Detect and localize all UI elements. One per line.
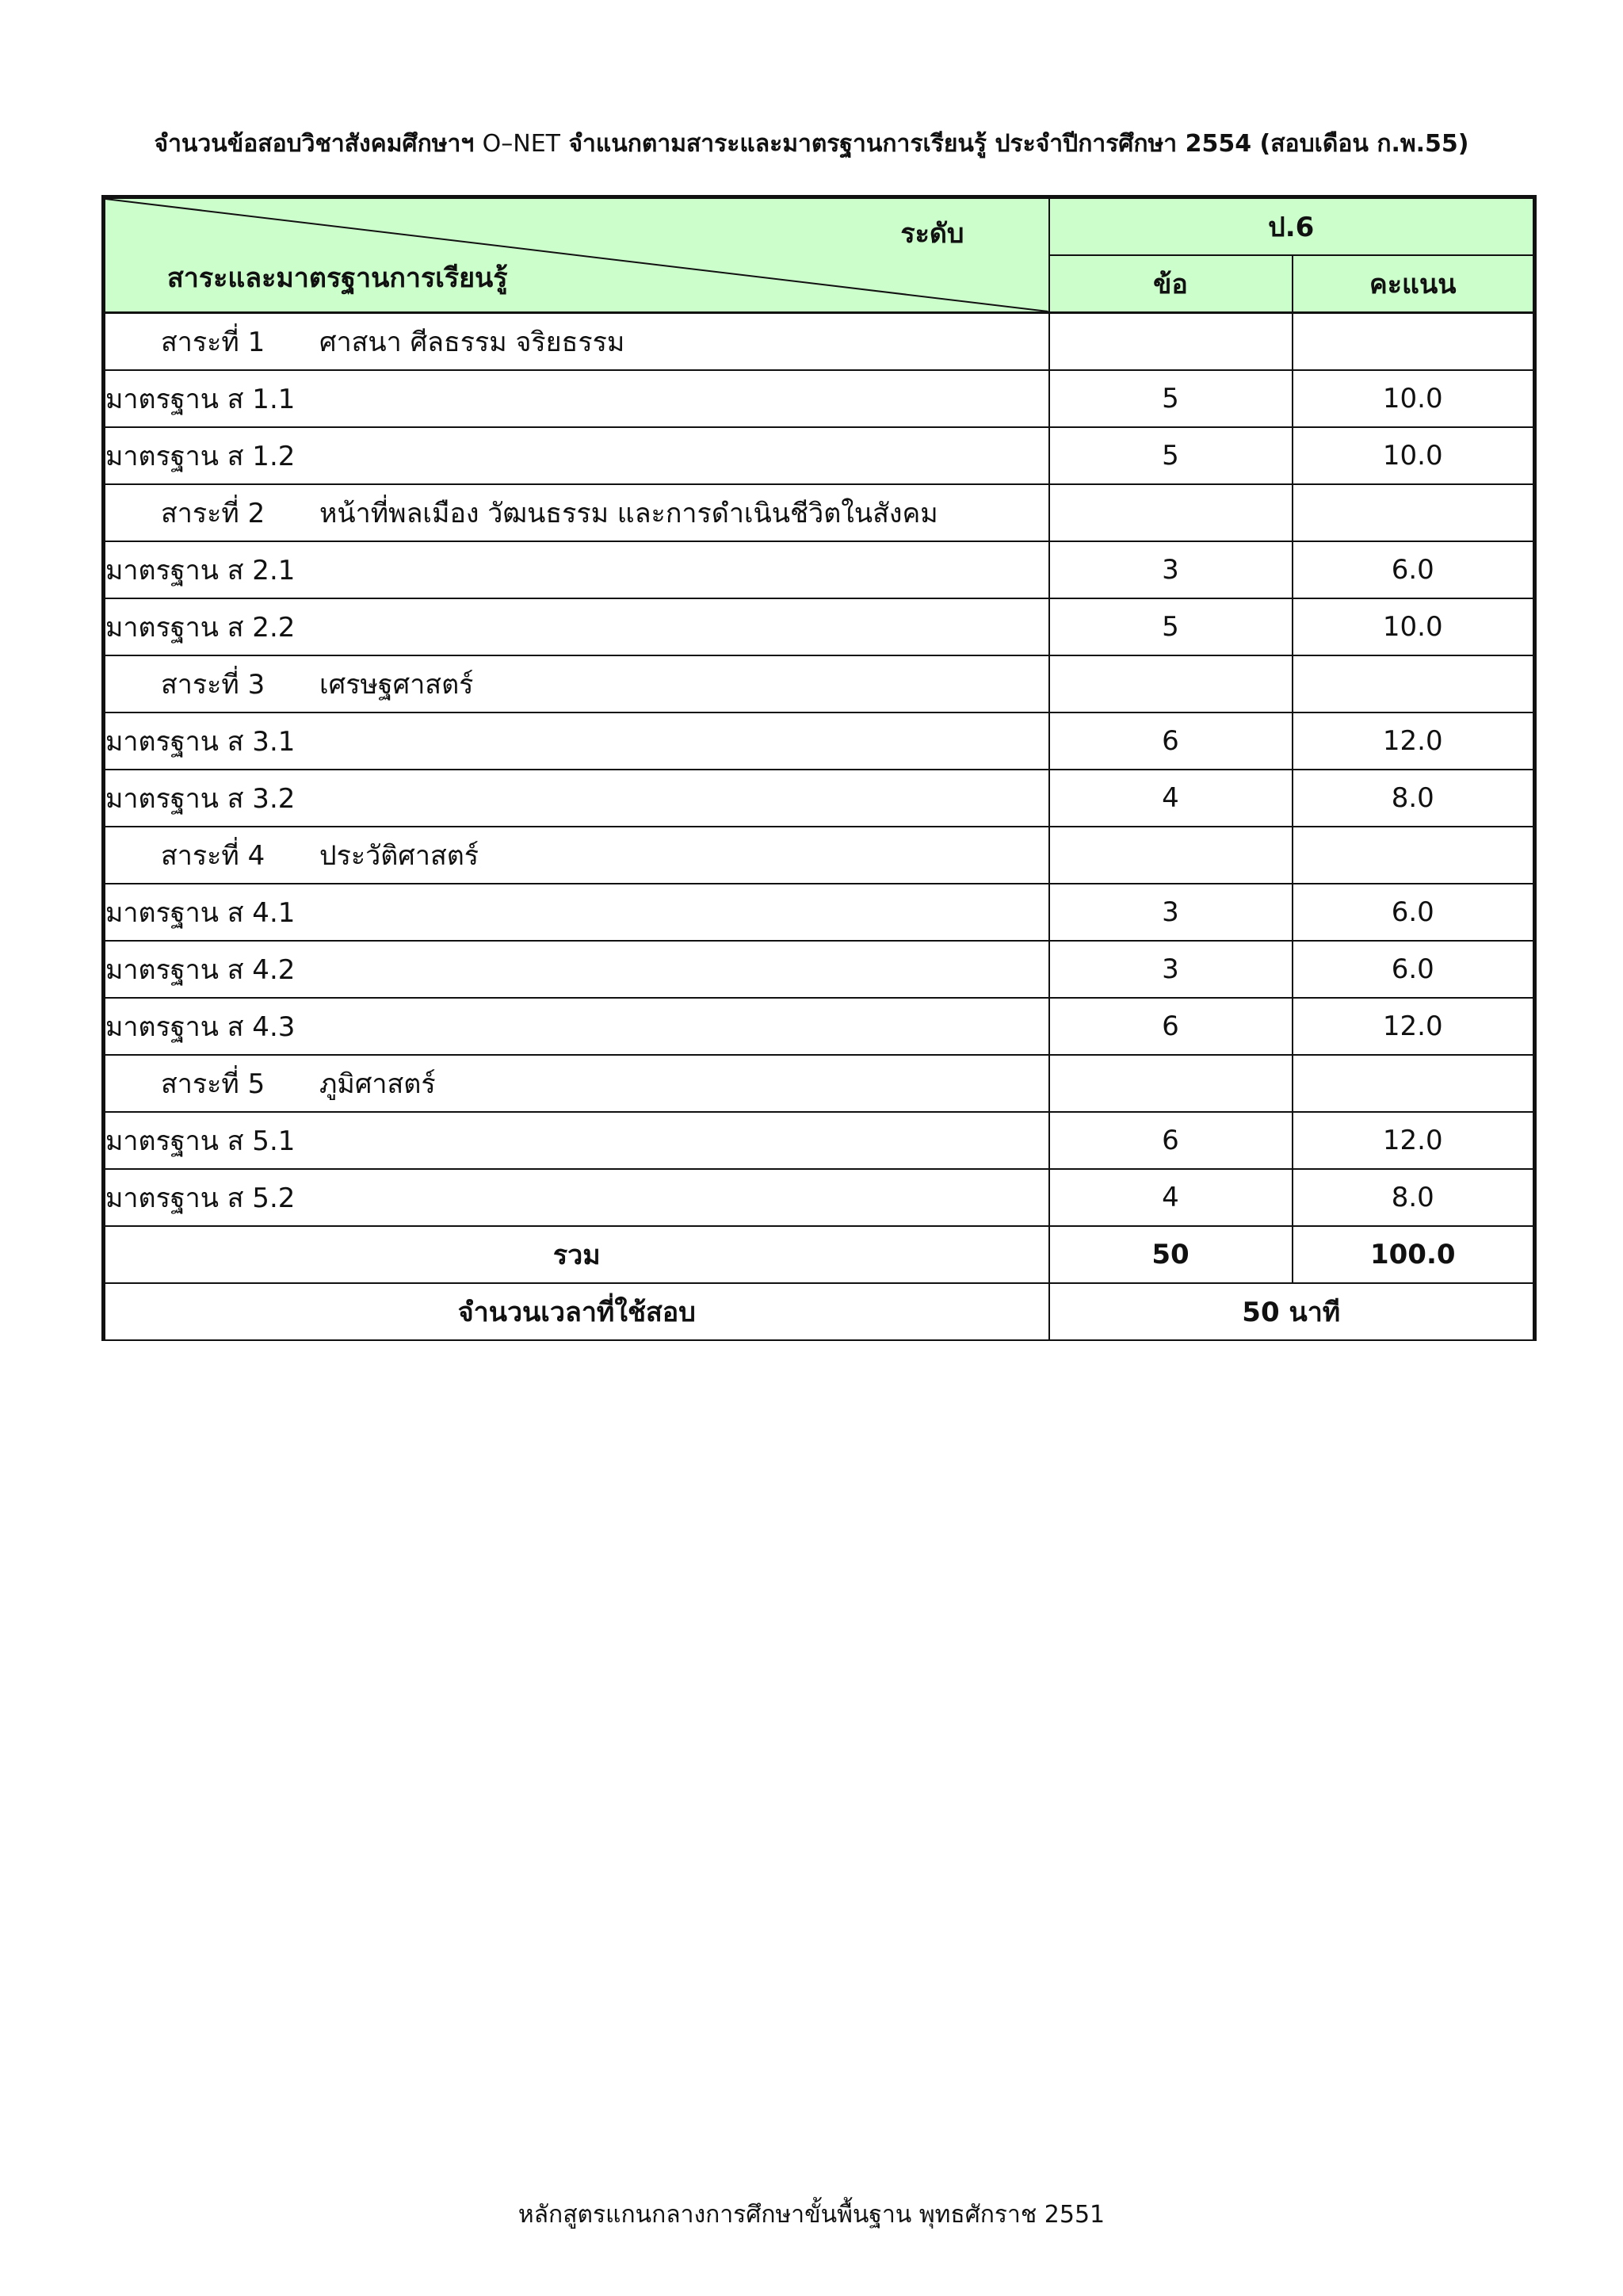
standard-name: มาตรฐาน ส 1.2 [104,427,1049,484]
strand-name: ภูมิศาสตร์ [319,1068,436,1100]
standard-items: 3 [1049,884,1293,941]
strand-items-cell [1049,484,1293,541]
standard-row [104,712,1535,770]
strand-standard-label: สาระและมาตรฐานการเรียนรู้ [167,262,508,294]
standard-name: มาตรฐาน ส 1.1 [104,370,1049,427]
strand-cell [104,655,1049,712]
strand-items-cell [1049,313,1293,371]
strand-number: สาระที่ 5 [161,1068,265,1100]
strand-row [104,313,1535,371]
strand-number: สาระที่ 2 [161,498,265,529]
strand-items-cell [1049,655,1293,712]
strand-name: หน้าที่พลเมือง วัฒนธรรม และการดำเนินชีวิตในสังคม [319,498,938,529]
strand-row [104,827,1535,884]
standard-items: 5 [1049,427,1293,484]
standard-name: มาตรฐาน ส 5.2 [104,1169,1049,1226]
standard-items: 6 [1049,712,1293,770]
exam-table [101,195,1537,1341]
title-onet: O–NET [482,130,560,158]
strand-score-cell [1293,827,1535,884]
items-column-header: ข้อ [1049,255,1293,313]
time-value: 50 นาที [1049,1283,1535,1340]
strand-row [104,1055,1535,1112]
strand-row [104,484,1535,541]
standard-row [104,541,1535,598]
standard-name: มาตรฐาน ส 4.3 [104,998,1049,1055]
standard-score: 6.0 [1293,541,1535,598]
standard-items: 6 [1049,998,1293,1055]
time-label: จำนวนเวลาที่ใช้สอบ [104,1283,1049,1340]
standard-score: 12.0 [1293,1112,1535,1169]
time-row [104,1283,1535,1340]
standard-name: มาตรฐาน ส 4.2 [104,941,1049,998]
strand-cell [104,827,1049,884]
standard-score: 12.0 [1293,712,1535,770]
strand-name: ประวัติศาสตร์ [319,840,479,872]
strand-cell [104,1055,1049,1112]
standard-row [104,1169,1535,1226]
standard-name: มาตรฐาน ส 2.1 [104,541,1049,598]
total-score: 100.0 [1293,1226,1535,1283]
standard-name: มาตรฐาน ส 4.1 [104,884,1049,941]
standard-items: 5 [1049,370,1293,427]
standard-score: 10.0 [1293,370,1535,427]
standard-items: 6 [1049,1112,1293,1169]
strand-cell [104,484,1049,541]
strand-cell [104,313,1049,371]
strand-score-cell [1293,1055,1535,1112]
standard-row [104,770,1535,827]
standard-items: 3 [1049,541,1293,598]
strand-row [104,655,1535,712]
level-label: ระดับ [900,218,964,250]
standard-row [104,370,1535,427]
title-part-1: จำนวนข้อสอบวิชาสังคมศึกษาฯ [154,130,475,158]
standard-score: 8.0 [1293,1169,1535,1226]
strand-score-cell [1293,484,1535,541]
standard-score: 8.0 [1293,770,1535,827]
standard-items: 5 [1049,598,1293,655]
strand-items-cell [1049,827,1293,884]
strand-score-cell [1293,313,1535,371]
header-row-1 [104,197,1535,256]
title-part-3: จำแนกตามสาระและมาตรฐานการเรียนรู้ ประจำปีการศึกษา 2554 (สอบเดือน ก.พ.55) [568,130,1469,158]
strand-items-cell [1049,1055,1293,1112]
standard-name: มาตรฐาน ส 5.1 [104,1112,1049,1169]
standard-score: 6.0 [1293,884,1535,941]
total-items: 50 [1049,1226,1293,1283]
strand-name: ศาสนา ศีลธรรม จริยธรรม [319,327,625,358]
total-row [104,1226,1535,1283]
strand-number: สาระที่ 4 [161,840,265,872]
standard-score: 10.0 [1293,427,1535,484]
standard-score: 10.0 [1293,598,1535,655]
standard-name: มาตรฐาน ส 3.2 [104,770,1049,827]
score-column-header: คะแนน [1293,255,1535,313]
standard-row [104,941,1535,998]
total-label: รวม [104,1226,1049,1283]
strand-score-cell [1293,655,1535,712]
standard-row [104,998,1535,1055]
strand-number: สาระที่ 3 [161,669,265,701]
standard-score: 6.0 [1293,941,1535,998]
standard-row [104,427,1535,484]
standard-row [104,1112,1535,1169]
strand-name: เศรษฐศาสตร์ [319,669,474,701]
grade-header: ป.6 [1049,197,1535,256]
standard-name: มาตรฐาน ส 2.2 [104,598,1049,655]
standard-score: 12.0 [1293,998,1535,1055]
standard-items: 4 [1049,770,1293,827]
standard-row [104,598,1535,655]
standard-row [104,884,1535,941]
header-diagonal-cell [104,197,1049,313]
strand-number: สาระที่ 1 [161,327,265,358]
footer-text: หลักสูตรแกนกลางการศึกษาขั้นพื้นฐาน พุทธศักราช 2551 [517,2201,1106,2229]
standard-items: 3 [1049,941,1293,998]
document-title [0,125,1623,162]
standard-name: มาตรฐาน ส 3.1 [104,712,1049,770]
standard-items: 4 [1049,1169,1293,1226]
